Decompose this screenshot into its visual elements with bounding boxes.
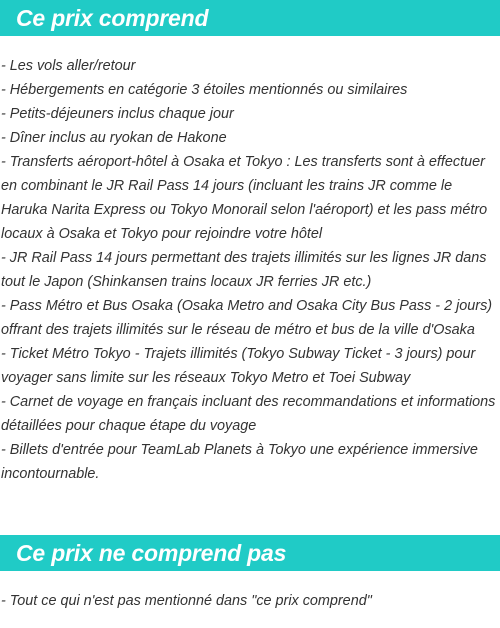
list-item: - Dîner inclus au ryokan de Hakone	[1, 130, 227, 146]
list-item: - Transferts aéroport-hôtel à Osaka et Tokyo : Les transferts sont à effectuer en combinant le JR Rail Pass 14 jours (incluant les trains JR comme le Haruka Narita Express ou Tokyo Monorail selon l'aéroport) et les pass métro locaux à Osaka et Tokyo pour rejoindre votre hôtel	[1, 154, 488, 242]
includes-section-header	[0, 0, 500, 36]
list-item: - Carnet de voyage en français incluant des recommandations et informations détaillées pour chaque étape du voyage	[1, 394, 496, 434]
excludes-section-title: Ce prix ne comprend pas	[16, 539, 287, 566]
excludes-list	[1, 589, 499, 613]
list-item: - Billets d'entrée pour TeamLab Planets à Tokyo une expérience immersive incontournable.	[1, 442, 478, 482]
list-item: - Petits-déjeuners inclus chaque jour	[1, 106, 234, 122]
includes-section-title: Ce prix comprend	[16, 4, 209, 31]
list-item: - Ticket Métro Tokyo - Trajets illimités (Tokyo Subway Ticket - 3 jours) pour voyager sans limite sur les réseaux Tokyo Metro et Toei Subway	[1, 346, 476, 386]
includes-list	[1, 54, 499, 486]
list-item: - Pass Métro et Bus Osaka (Osaka Metro and Osaka City Bus Pass - 2 jours) offrant des trajets illimités sur le réseau de métro et bus de la ville d'Osaka	[1, 298, 493, 338]
list-item: - Tout ce qui n'est pas mentionné dans "ce prix comprend"	[1, 593, 372, 609]
excludes-section-header	[0, 535, 500, 571]
list-item: - Les vols aller/retour	[1, 58, 136, 74]
list-item: - Hébergements en catégorie 3 étoiles mentionnés ou similaires	[1, 82, 408, 98]
list-item: - JR Rail Pass 14 jours permettant des trajets illimités sur les lignes JR dans tout le Japon (Shinkansen trains locaux JR ferries JR etc.)	[1, 250, 487, 290]
